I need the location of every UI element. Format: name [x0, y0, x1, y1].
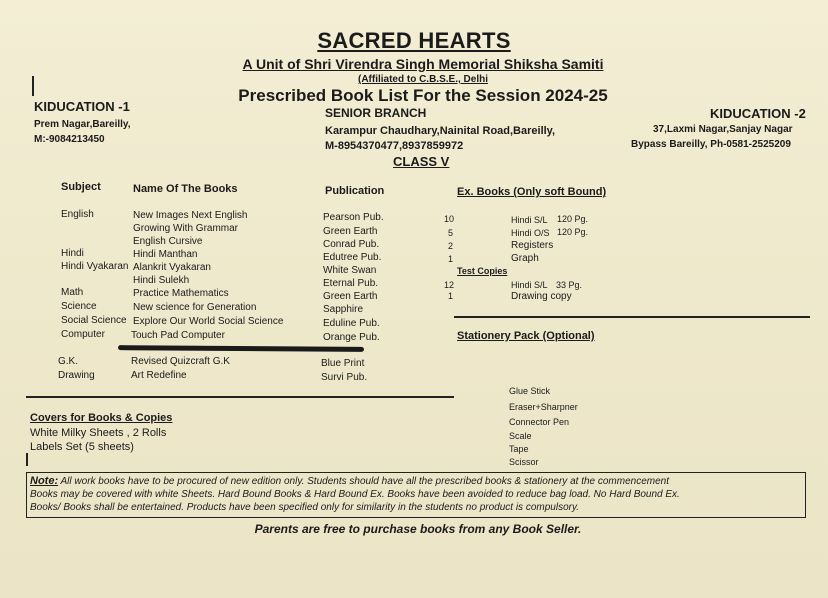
ex-book-qty: 5	[448, 228, 454, 238]
ex-book-qty: 10	[444, 214, 455, 224]
ex-book-qty: 2	[448, 241, 454, 251]
book-name: Growing With Grammar	[133, 223, 239, 234]
book-publication: Edutree Pub.	[323, 252, 382, 263]
ex-book-item: Registers	[511, 240, 554, 251]
book-name: New science for Generation	[133, 302, 257, 313]
header-subject: Subject	[61, 181, 101, 193]
school-name: SACRED HEARTS	[317, 28, 511, 53]
test-copy-pages: 33 Pg.	[556, 280, 583, 290]
stationery-heading: Stationery Pack (Optional)	[457, 330, 595, 342]
covers-heading: Covers for Books & Copies	[30, 412, 173, 424]
stationery-item: Scale	[509, 431, 532, 441]
kiducation1-title: KIDUCATION -1	[34, 99, 130, 114]
unit-line: A Unit of Shri Virendra Singh Memorial Shiksha Samiti	[242, 56, 604, 72]
book-publication: Pearson Pub.	[323, 212, 384, 223]
book-name: Art Redefine	[131, 370, 187, 381]
book-publication: Orange Pub.	[323, 332, 380, 343]
book-name: Explore Our World Social Science	[133, 316, 284, 327]
book-subject: Drawing	[58, 370, 95, 381]
book-name: Touch Pad Computer	[131, 330, 225, 341]
book-publication: White Swan	[323, 265, 377, 276]
ex-book-pages: 120 Pg.	[557, 214, 589, 224]
footer-message: Parents are free to purchase books from any Book Seller.	[254, 522, 582, 536]
header-publication: Publication	[325, 185, 385, 197]
test-copy-item: Drawing copy	[511, 291, 572, 302]
test-copy-qty: 12	[444, 280, 455, 290]
book-subject: G.K.	[58, 356, 79, 367]
margin-mark	[26, 453, 28, 466]
test-copy-qty: 1	[448, 291, 454, 301]
ex-book-item: Hindi S/L	[511, 215, 548, 225]
stationery-item: Connector Pen	[509, 417, 570, 427]
book-subject: Social Science	[61, 315, 127, 326]
note-label: Note:	[30, 475, 59, 487]
struck-out-row	[118, 345, 364, 352]
kiducation1-address: Prem Nagar,Bareilly,	[34, 119, 131, 130]
book-subject: Computer	[61, 329, 105, 340]
branch-name: SENIOR BRANCH	[325, 106, 427, 120]
book-name: English Cursive	[133, 236, 203, 247]
stationery-item: Glue Stick	[509, 386, 551, 396]
book-subject: English	[61, 209, 94, 220]
book-publication: Survi Pub.	[321, 372, 368, 383]
note-line-3: Books/ Books shall be entertained. Products have been specified only for similarity in the students no product is compulsory.	[30, 502, 579, 513]
test-copies-heading: Test Copies	[457, 266, 508, 276]
stationery-item: Tape	[509, 444, 529, 454]
exercise-books-heading: Ex. Books (Only soft Bound)	[457, 186, 607, 198]
book-name: New Images Next English	[133, 210, 248, 221]
book-publication: Green Earth	[323, 226, 378, 237]
book-name: Practice Mathematics	[133, 288, 229, 299]
ex-book-item: Graph	[511, 253, 539, 264]
note-line-1	[30, 475, 669, 487]
note-line-2: Books may be covered with white Sheets. Hard Bound Books & Hard Bound Ex. Books have been avoided to reduce bag load. No Hard Bound Ex.	[30, 489, 680, 500]
book-subject: Hindi	[61, 248, 84, 259]
test-copy-item: Hindi S/L	[511, 280, 548, 290]
book-name: Revised Quizcraft G.K	[131, 356, 230, 367]
covers-line: Labels Set (5 sheets)	[30, 441, 134, 453]
kiducation1-mobile: M:-9084213450	[34, 134, 105, 145]
booklist-title: Prescribed Book List For the Session 2024-25	[238, 86, 608, 105]
stationery-item: Eraser+Sharpner	[509, 402, 578, 412]
book-subject: Science	[61, 301, 97, 312]
kiducation2-phone: Bypass Bareilly, Ph-0581-2525209	[631, 139, 791, 150]
book-name: Hindi Sulekh	[133, 275, 190, 286]
ex-book-pages: 120 Pg.	[557, 227, 589, 237]
kiducation2-address: 37,Laxmi Nagar,Sanjay Nagar	[653, 124, 793, 135]
book-publication: Conrad Pub.	[323, 239, 380, 250]
book-publication: Eternal Pub.	[323, 278, 379, 289]
book-subject: Math	[61, 287, 84, 298]
kiducation2-title: KIDUCATION -2	[710, 106, 806, 121]
margin-mark	[32, 76, 34, 96]
affiliation: (Affiliated to C.B.S.E., Delhi	[357, 74, 488, 85]
ex-book-qty: 1	[448, 254, 454, 264]
branch-address: Karampur Chaudhary,Nainital Road,Bareilly,	[325, 125, 556, 137]
note-text: All work books have to be procured of new edition only. Students should have all the prescribed books & stationery at the commencement	[58, 476, 670, 487]
class-label: CLASS V	[393, 154, 450, 169]
book-subject: Hindi Vyakaran	[61, 261, 129, 272]
header-book-name: Name Of The Books	[133, 183, 238, 195]
book-publication: Sapphire	[323, 304, 364, 315]
stationery-item: Scissor	[509, 457, 539, 467]
book-publication: Green Earth	[323, 291, 378, 302]
book-publication: Eduline Pub.	[323, 318, 380, 329]
book-publication: Blue Print	[321, 358, 365, 369]
book-name: Hindi Manthan	[133, 249, 198, 260]
covers-line: White Milky Sheets , 2 Rolls	[30, 427, 167, 439]
book-name: Alankrit Vyakaran	[133, 262, 211, 273]
section-divider	[26, 396, 454, 398]
branch-mobile: M-8954370477,8937859972	[325, 140, 464, 152]
ex-book-item: Hindi O/S	[511, 228, 550, 238]
section-divider	[454, 316, 810, 318]
